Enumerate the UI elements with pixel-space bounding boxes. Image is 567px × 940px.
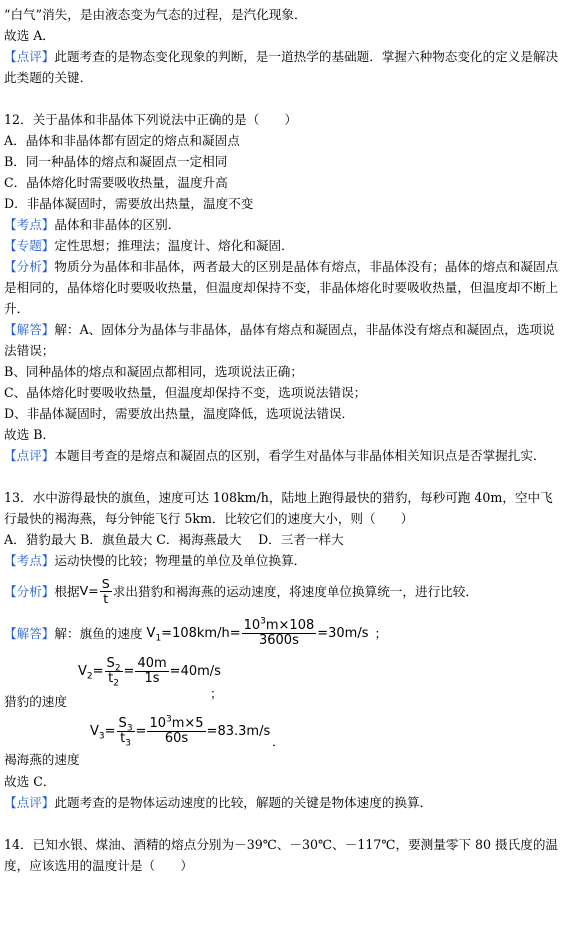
question-stem: 12．关于晶体和非晶体下列说法中正确的是（ ） (4, 112, 298, 127)
jieda-line (4, 611, 563, 655)
fraction-den (105, 671, 123, 689)
fenxi-pre: 根据 (54, 583, 80, 599)
option-c: C．晶体熔化时需要吸收热量，温度升高 (4, 175, 228, 190)
fraction-num: S (101, 575, 110, 591)
kaodian-tag: 【考点】 (4, 217, 55, 232)
kaodian-tag: 【考点】 (4, 553, 55, 568)
fraction-den: 1s (144, 671, 160, 686)
jieda-tag: 【解答】 (4, 322, 55, 337)
num-part: S (118, 716, 127, 731)
fraction (100, 577, 112, 606)
formula-lhs: V (78, 664, 87, 679)
formula-end: ． (272, 734, 285, 749)
formula-sub: 3 (98, 731, 105, 742)
answer-choice: 故选 A． (4, 28, 55, 43)
option-b: B．同一种晶体的熔点和凝固点一定相同 (4, 154, 228, 169)
solution-line: D、非晶体凝固时，需要放出热量，温度降低，选项说法错误． (4, 406, 355, 421)
formula-result: =83.3m/s (206, 724, 271, 739)
fenxi-text: 物质分为晶体和非晶体，两者最大的区别是晶体有熔点，非晶体没有；晶体的熔点和凝固点是相同的，晶体熔化时要吸收热量，但温度却保持不变，非晶体熔化时要吸收热量，但温度却不断上升． (4, 259, 559, 316)
spacer (4, 466, 563, 487)
formula-sub: 1 (155, 633, 162, 644)
kaodian-text: 运动快慢的比较；物理量的单位及单位换算． (54, 553, 307, 568)
leopard-block (4, 655, 563, 715)
fraction-num (242, 616, 317, 634)
num-part: 10 (149, 716, 166, 731)
fraction-num (117, 717, 135, 732)
den-part: t (120, 731, 126, 746)
formula-eq: = (92, 664, 104, 679)
formula-end: ； (374, 625, 388, 641)
fenxi-post: 求出猎豹和褐海燕的运动速度，将速度单位换算统一，进行比较． (112, 583, 478, 599)
formula-sailfish (146, 616, 369, 648)
review-tag: 【点评】 (4, 795, 55, 810)
fraction-num (147, 714, 205, 732)
kaodian-line (4, 550, 563, 571)
num-exp: 3 (260, 616, 266, 627)
fraction-den: 3600s (258, 632, 299, 648)
formula-lhs: V (90, 724, 99, 739)
fraction-num: 40m (137, 656, 167, 671)
speed-formula (80, 577, 113, 606)
option-d: D．非晶体凝固时，需要放出热量，温度不变 (4, 196, 254, 211)
zhuanti-tag: 【专题】 (4, 238, 55, 253)
jieda-tag: 【解答】 (4, 625, 55, 641)
formula-lhs: V (146, 625, 156, 641)
formula-result: =40m/s (169, 664, 221, 679)
review-text: 此题考查的是物体运动速度的比较，解题的关键是物体速度的换算． (54, 795, 433, 810)
fenxi-paragraph (4, 256, 563, 319)
review-tag: 【点评】 (4, 49, 55, 64)
fenxi-tag: 【分析】 (4, 259, 55, 274)
formula-result: =30m/s (317, 625, 369, 641)
swift-block (4, 715, 563, 771)
text-line: “白气”消失，是由液态变为气态的过程，是汽化现象． (4, 7, 307, 22)
answer-choice: 故选 C． (4, 774, 56, 789)
formula-eq: = (104, 724, 116, 739)
num-part: 10 (243, 617, 261, 633)
fraction-den: 60s (164, 731, 189, 746)
option-a: A．晶体和非晶体都有固定的熔点和凝固点 (4, 133, 240, 148)
num-part: m×5 (171, 716, 204, 731)
num-part: S (106, 656, 115, 671)
formula-sub: 2 (86, 671, 93, 682)
options-line: A．猎豹最大 B．旗鱼最大 C．褐海燕最大 D．三者一样大 (4, 532, 344, 547)
fraction (242, 616, 317, 648)
fraction-den: t (103, 590, 109, 606)
formula-swift (90, 714, 271, 749)
formula-v: V= (79, 582, 99, 598)
fenxi-line (4, 571, 563, 611)
fraction (105, 656, 123, 689)
review-text: 本题目考查的是熔点和凝固点的区别，看学生对晶体与非晶体相关知识点是否掌握扎实． (54, 448, 546, 463)
jieda-pre: 解：旗鱼的速度 (54, 625, 143, 641)
review-paragraph (4, 46, 563, 88)
question-stem: 13．水中游得最快的旗鱼，速度可达 108km/h，陆地上跑得最快的猎豹，每秒可跑 40m，空中飞行最快的褐海燕，每分钟能飞行 5km．比较它们的速度大小，则（ ） (4, 490, 553, 526)
fraction (135, 657, 168, 686)
zhuanti-line (4, 235, 563, 256)
spacer (4, 88, 563, 109)
zhuanti-text: 定性思想；推理法；温度计、熔化和凝固． (54, 238, 294, 253)
review-tag: 【点评】 (4, 448, 55, 463)
solution-line: C、晶体熔化时要吸收热量，但温度却保持不变，选项说法错误； (4, 385, 367, 400)
num-sub: 2 (114, 663, 121, 674)
den-sub: 2 (113, 678, 119, 689)
jieda-paragraph (4, 319, 563, 361)
swift-label: 褐海燕的速度 (4, 752, 80, 767)
leopard-label: 猎豹的速度 (4, 694, 67, 709)
den-sub: 3 (125, 738, 131, 749)
review-line (4, 792, 563, 813)
kaodian-line (4, 214, 563, 235)
fraction (147, 714, 205, 746)
formula-eq: = (135, 724, 147, 739)
formula-end: ； (210, 686, 223, 701)
num-part: m×108 (265, 617, 315, 633)
solution-line: B、同种晶体的熔点和凝固点都相同，选项说法正确； (4, 364, 303, 379)
fraction-num (105, 657, 123, 672)
fraction-den (117, 731, 135, 749)
den-part: t (108, 671, 114, 686)
answer-choice: 故选 B． (4, 427, 56, 442)
formula-leopard (78, 656, 221, 689)
review-paragraph (4, 445, 563, 466)
formula-eq: =108km/h= (161, 625, 241, 641)
num-exp: 3 (166, 714, 172, 725)
fraction (117, 716, 135, 749)
formula-eq: = (123, 664, 135, 679)
fenxi-tag: 【分析】 (4, 583, 55, 599)
document-page (4, 4, 563, 876)
spacer (4, 813, 563, 834)
num-sub: 3 (126, 723, 133, 734)
jieda-text: 解：A、固体分为晶体与非晶体，晶体有熔点和凝固点，非晶体没有熔点和凝固点，选项说法错误； (4, 322, 555, 358)
question-stem: 14．已知水银、煤油、酒精的熔点分别为－39℃、－30℃、－117℃，要测量零下 80 摄氏度的温度，应该选用的温度计是（ ） (4, 837, 559, 873)
kaodian-text: 晶体和非晶体的区别． (54, 217, 181, 232)
review-text: 此题考查的是物态变化现象的判断，是一道热学的基础题．掌握六种物态变化的定义是解决此类题的关键． (4, 49, 559, 85)
